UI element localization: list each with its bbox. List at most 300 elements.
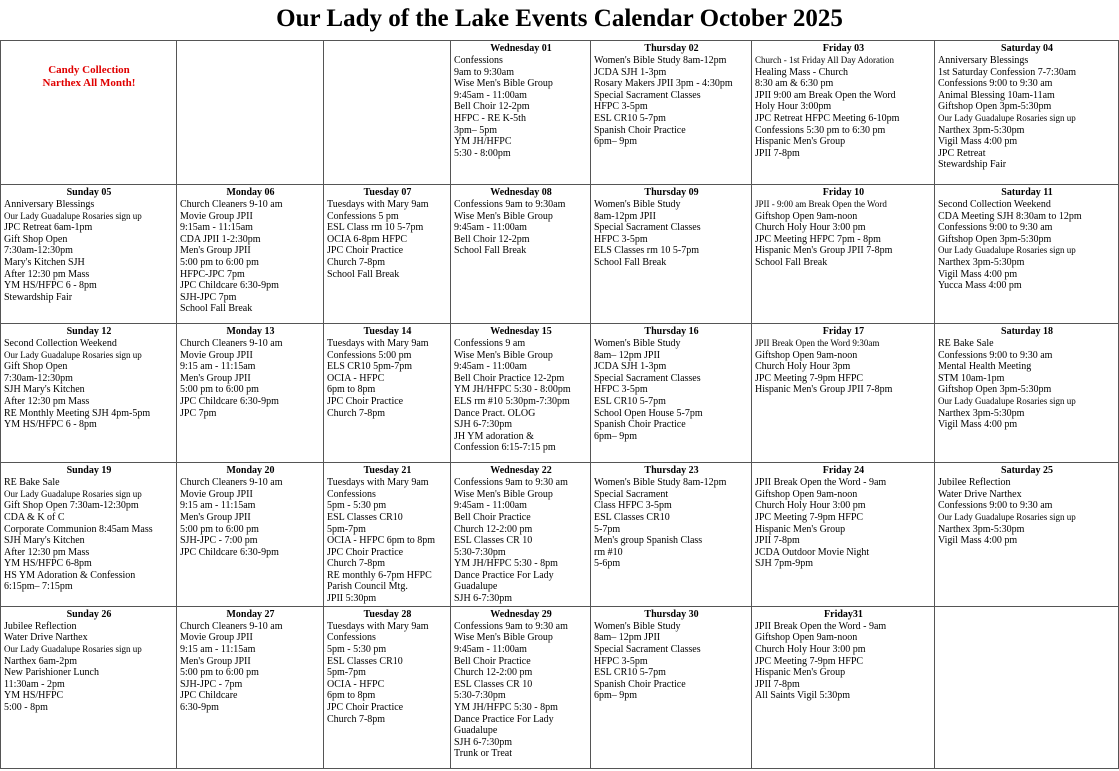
- event-line: Dance Practice For Lady: [454, 569, 554, 581]
- event-line: Wise Men's Bible Group: [454, 632, 553, 644]
- calendar-day-cell: [591, 324, 752, 463]
- calendar-grid: [0, 40, 1119, 769]
- event-line: JPII - 9:00 am Break Open the Word: [755, 199, 887, 210]
- event-line: OCIA - HFPC: [327, 372, 385, 384]
- event-line: Our Lady Guadalupe Rosaries sign up: [4, 643, 142, 654]
- event-line: Church 12-2:00 pm: [454, 523, 533, 535]
- event-line: Anniversary Blessings: [938, 55, 1029, 66]
- event-line: JPC Choir Practice: [327, 245, 404, 257]
- event-line: Dance Practice For Lady: [454, 713, 554, 725]
- calendar-day-cell: [752, 324, 935, 463]
- day-header: Wednesday 22: [490, 465, 552, 477]
- event-line: Wise Men's Bible Group: [454, 78, 553, 90]
- event-line: SJH 7pm-9pm: [755, 558, 814, 570]
- day-header: Saturday 25: [1001, 465, 1053, 477]
- event-line: OCIA - HFPC 6pm to 8pm: [327, 535, 436, 547]
- calendar-day-cell: [752, 185, 935, 324]
- event-line: Second Collection Weekend: [938, 199, 1051, 211]
- event-line: Men's group Spanish Class: [594, 535, 703, 547]
- event-line: Our Lady Guadalupe Rosaries sign up: [4, 349, 142, 360]
- event-line: After 12:30 pm Mass: [4, 268, 90, 280]
- event-line: Jubilee Reflection: [938, 477, 1011, 489]
- event-line: School Fall Break: [180, 303, 253, 315]
- event-line: Special Sacrament Classes: [594, 89, 701, 101]
- event-line: Hispanic Men's Group: [755, 523, 846, 535]
- event-line: Our Lady Guadalupe Rosaries sign up: [938, 511, 1076, 522]
- event-line: Women's Bible Study: [594, 338, 681, 350]
- day-header: Saturday 18: [1001, 326, 1053, 338]
- event-line: 5:00 pm to 6:00 pm: [180, 384, 259, 396]
- event-line: JPC Retreat 6am-1pm: [4, 222, 93, 234]
- event-line: Church 7-8pm: [327, 558, 386, 570]
- event-line: Corporate Communion 8:45am Mass: [4, 523, 153, 535]
- event-line: After 12:30 pm Mass: [4, 396, 90, 408]
- calendar-day-cell: [752, 463, 935, 607]
- event-line: Giftshop Open 3pm-5:30pm: [938, 101, 1052, 113]
- day-header: Friday 24: [822, 465, 865, 477]
- event-line: Animal Blessing 10am-11am: [938, 89, 1055, 101]
- event-line: OCIA - HFPC: [327, 678, 385, 690]
- calendar-day-cell: [752, 41, 935, 185]
- event-line: ELS CR10 5pm-7pm: [327, 361, 413, 373]
- event-line: 7:30am-12:30pm: [4, 372, 73, 384]
- event-line: Narthex 3pm-5:30pm: [938, 257, 1025, 269]
- event-line: Men's Group JPII: [180, 372, 251, 384]
- event-line: Tuesdays with Mary 9am: [327, 338, 429, 350]
- event-line: Narthex 6am-2pm: [4, 655, 78, 667]
- event-line: HFPC - RE K-5th: [454, 112, 526, 124]
- event-line: ELS rm #10 5:30pm-7:30pm: [454, 396, 570, 408]
- event-line: JPC Childcare 6:30-9pm: [180, 280, 279, 292]
- event-line: Gift Shop Open: [4, 361, 68, 373]
- event-line: SJH-JPC - 7:00 pm: [180, 535, 258, 547]
- event-line: CDA Meeting SJH 8:30am to 12pm: [938, 210, 1082, 222]
- event-line: Bell Choir Practice 12-2pm: [454, 372, 565, 384]
- event-line: JPC Meeting 7-9pm HFPC: [755, 372, 864, 384]
- day-header: Saturday 04: [1001, 43, 1053, 54]
- day-header: Wednesday 15: [490, 326, 552, 338]
- calendar-week-row: [1, 41, 1119, 185]
- day-header: Tuesday 21: [363, 465, 412, 477]
- day-header: Tuesday 14: [363, 326, 412, 338]
- event-line: Tuesdays with Mary 9am: [327, 199, 429, 211]
- day-header: Sunday 12: [66, 326, 112, 338]
- empty-day-cell: [935, 606, 1119, 768]
- event-line: Movie Group JPII: [180, 632, 253, 644]
- calendar-day-cell: [451, 606, 591, 768]
- calendar-day-cell: [1, 185, 177, 324]
- event-line: Water Drive Narthex: [4, 632, 88, 644]
- event-line: School Fall Break: [454, 245, 527, 257]
- event-line: School Open House 5-7pm: [594, 407, 703, 419]
- calendar-day-cell: [591, 463, 752, 607]
- event-line: Women's Bible Study: [594, 620, 681, 632]
- event-line: Confessions: [454, 55, 503, 66]
- event-line: Confessions 9:00 to 9:30 am: [938, 222, 1053, 234]
- calendar-day-cell: [935, 185, 1119, 324]
- event-line: SJH 6-7:30pm: [454, 593, 513, 605]
- event-line: YM HS/HFPC 6 - 8pm: [4, 280, 97, 292]
- event-line: Spanish Choir Practice: [594, 419, 686, 431]
- event-line: ESL CR10 5-7pm: [594, 112, 666, 124]
- calendar-day-cell: [451, 324, 591, 463]
- event-line: Bell Choir Practice: [454, 655, 531, 667]
- candy-collection-notice: [4, 64, 174, 90]
- event-line: Church Holy Hour 3:00 pm: [755, 222, 866, 234]
- event-line: Anniversary Blessings: [4, 199, 95, 211]
- event-line: 8am– 12pm JPII: [594, 632, 661, 644]
- event-line: All Saints Vigil 5:30pm: [755, 690, 851, 702]
- event-line: 5pm - 5:30 pm: [327, 500, 387, 512]
- event-line: 9:45am - 11:00am: [454, 89, 527, 101]
- event-line: 6pm– 9pm: [594, 430, 638, 442]
- event-line: SJH Mary's Kitchen: [4, 384, 85, 396]
- empty-day-cell: [324, 41, 451, 185]
- event-line: 9:15am - 11:15am: [180, 222, 253, 234]
- calendar-week-row: [1, 606, 1119, 768]
- event-line: Mental Health Meeting: [938, 361, 1032, 373]
- event-line: Giftshop Open 9am-noon: [755, 632, 858, 644]
- event-line: ESL Classes CR10: [594, 511, 670, 523]
- event-line: Mary's Kitchen SJH: [4, 257, 85, 269]
- event-line: Women's Bible Study 8am-12pm: [594, 477, 727, 489]
- event-line: JPC Retreat: [938, 147, 986, 159]
- event-line: 5pm-7pm: [327, 667, 366, 679]
- event-line: HFPC 3-5pm: [594, 655, 648, 667]
- event-line: Confessions 9:00 to 9:30 am: [938, 349, 1053, 361]
- event-line: JCDA SJH 1-3pm: [594, 66, 667, 78]
- event-line: Special Sacrament Classes: [594, 222, 701, 234]
- event-line: Giftshop Open 9am-noon: [755, 488, 858, 500]
- event-line: ESL Classes CR 10: [454, 678, 533, 690]
- event-line: JPC Childcare: [180, 690, 238, 702]
- event-line: 6:15pm– 7:15pm: [4, 581, 73, 593]
- event-line: Bell Choir Practice: [454, 511, 531, 523]
- day-header: Sunday 05: [66, 187, 112, 199]
- event-line: 9:45am - 11:00am: [454, 222, 527, 234]
- event-line: Gift Shop Open 7:30am-12:30pm: [4, 500, 139, 512]
- event-line: 5-7pm: [594, 523, 621, 535]
- event-line: HFPC 3-5pm: [594, 233, 648, 245]
- event-line: 8:30 am & 6:30 pm: [755, 78, 834, 90]
- event-line: Confessions 9 am: [454, 338, 526, 350]
- event-line: Spanish Choir Practice: [594, 124, 686, 136]
- event-line: Confessions 9:00 to 9:30 am: [938, 500, 1053, 512]
- event-line: ESL Classes CR10: [327, 655, 403, 667]
- calendar-day-cell: [1, 324, 177, 463]
- event-line: After 12:30 pm Mass: [4, 546, 90, 558]
- event-line: Our Lady Guadalupe Rosaries sign up: [938, 396, 1076, 407]
- event-line: Church Cleaners 9-10 am: [180, 199, 283, 211]
- event-line: 5pm - 5:30 pm: [327, 643, 387, 655]
- event-line: 5-6pm: [594, 558, 621, 570]
- event-line: Vigil Mass 4:00 pm: [938, 136, 1018, 148]
- event-line: 11:30am - 2pm: [4, 678, 65, 690]
- event-line: JPC Meeting 7-9pm HFPC: [755, 655, 864, 667]
- event-line: Dance Pract. OLOG: [454, 407, 536, 419]
- event-line: Jubilee Reflection: [4, 620, 77, 632]
- event-line: Special Sacrament Classes: [594, 643, 701, 655]
- event-line: Wise Men's Bible Group: [454, 488, 553, 500]
- calendar-week-row: [1, 463, 1119, 607]
- calendar-week-row: [1, 185, 1119, 324]
- event-line: SJH 6-7:30pm: [454, 736, 513, 748]
- event-line: Rosary Makers JPII 3pm - 4:30pm: [594, 78, 733, 90]
- event-line: YM HS/HFPC 6-8pm: [4, 558, 92, 570]
- event-line: JCDA SJH 1-3pm: [594, 361, 667, 373]
- day-header: Saturday 11: [1001, 187, 1053, 199]
- event-line: ESL CR10 5-7pm: [594, 667, 666, 679]
- event-line: JPII 7-8pm: [755, 678, 800, 690]
- event-line: YM HS/HFPC: [4, 690, 64, 702]
- day-header: Friday 03: [822, 43, 865, 54]
- event-line: Confessions 5:30 pm to 6:30 pm: [755, 124, 886, 136]
- event-line: HS YM Adoration & Confession: [4, 569, 136, 581]
- event-line: 5:30 - 8:00pm: [454, 147, 511, 159]
- event-line: JPII 5:30pm: [327, 593, 377, 605]
- event-line: Church - 1st Friday All Day Adoration: [755, 55, 894, 65]
- event-line: Church Cleaners 9-10 am: [180, 477, 283, 489]
- day-header: Thursday 16: [644, 326, 699, 338]
- event-line: Confessions 9am to 9:30 am: [454, 477, 568, 489]
- event-line: Spanish Choir Practice: [594, 678, 686, 690]
- event-line: Confessions 9:00 to 9:30 am: [938, 78, 1053, 90]
- event-line: JPC 7pm: [180, 407, 217, 419]
- event-line: 5:00 - 8pm: [4, 701, 48, 713]
- event-line: rm #10: [594, 546, 623, 558]
- event-line: STM 10am-1pm: [938, 372, 1005, 384]
- candy-notice-line1: Candy Collection: [48, 64, 130, 76]
- event-line: Church Cleaners 9-10 am: [180, 338, 283, 350]
- empty-day-cell: [1, 41, 177, 185]
- event-line: Confessions: [327, 632, 376, 644]
- event-line: 6pm to 8pm: [327, 690, 376, 702]
- event-line: 8am-12pm JPII: [594, 210, 656, 222]
- event-line: ESL Classes CR10: [327, 511, 403, 523]
- calendar-day-cell: [324, 324, 451, 463]
- event-line: CDA & K of C: [4, 511, 65, 523]
- event-line: JPII Break Open the Word 9:30am: [755, 338, 880, 349]
- event-line: Bell Choir 12-2pm: [454, 101, 530, 113]
- event-line: YM JH/HFPC: [454, 136, 512, 148]
- event-line: 5:00 pm to 6:00 pm: [180, 667, 259, 679]
- event-line: Hispanic Men's Group: [755, 667, 846, 679]
- event-line: 9:45am - 11:00am: [454, 500, 527, 512]
- event-line: JPC Meeting 7-9pm HFPC: [755, 511, 864, 523]
- event-line: Confessions 5:00 pm: [327, 349, 412, 361]
- event-line: Giftshop Open 9am-noon: [755, 349, 858, 361]
- event-line: Confession 6:15-7:15 pm: [454, 442, 556, 454]
- event-line: ELS Classes rm 10 5-7pm: [594, 245, 699, 257]
- event-line: Narthex 3pm-5:30pm: [938, 124, 1025, 136]
- day-header: Wednesday 01: [490, 43, 552, 54]
- event-line: Vigil Mass 4:00 pm: [938, 535, 1018, 547]
- calendar-day-cell: [591, 606, 752, 768]
- event-line: Women's Bible Study: [594, 199, 681, 211]
- event-line: CDA JPII 1-2:30pm: [180, 233, 261, 245]
- event-line: Movie Group JPII: [180, 210, 253, 222]
- calendar-day-cell: [935, 463, 1119, 607]
- event-line: Vigil Mass 4:00 pm: [938, 419, 1018, 431]
- event-line: JPC Choir Practice: [327, 701, 404, 713]
- event-line: Church Holy Hour 3pm: [755, 361, 851, 373]
- event-line: 9:15 am - 11:15am: [180, 500, 256, 512]
- event-line: Our Lady Guadalupe Rosaries sign up: [938, 112, 1076, 123]
- event-line: Hispanic Men's Group JPII 7-8pm: [755, 384, 893, 396]
- event-line: Giftshop Open 3pm-5:30pm: [938, 384, 1052, 396]
- event-line: 5:30-7:30pm: [454, 546, 506, 558]
- calendar-day-cell: [177, 463, 324, 607]
- event-line: Narthex 3pm-5:30pm: [938, 523, 1025, 535]
- event-line: Church 7-8pm: [327, 407, 386, 419]
- event-line: OCIA 6-8pm HFPC: [327, 233, 408, 245]
- event-line: Narthex 3pm-5:30pm: [938, 407, 1025, 419]
- event-line: 6pm to 8pm: [327, 384, 376, 396]
- event-line: Tuesdays with Mary 9am: [327, 620, 429, 632]
- event-line: Church 7-8pm: [327, 257, 386, 269]
- event-line: SJH-JPC 7pm: [180, 291, 237, 303]
- event-line: RE Monthly Meeting SJH 4pm-5pm: [4, 407, 151, 419]
- calendar-day-cell: [451, 185, 591, 324]
- event-line: Our Lady Guadalupe Rosaries sign up: [938, 245, 1076, 256]
- event-line: Stewardship Fair: [4, 291, 73, 303]
- event-line: ESL Classes CR 10: [454, 535, 533, 547]
- event-line: HFPC-JPC 7pm: [180, 268, 245, 280]
- day-header: Friday 10: [822, 187, 865, 199]
- calendar-day-cell: [591, 185, 752, 324]
- event-line: Holy Hour 3:00pm: [755, 101, 832, 113]
- calendar-day-cell: [324, 185, 451, 324]
- event-line: 9:15 am - 11:15am: [180, 361, 256, 373]
- day-header: Monday 06: [226, 187, 275, 199]
- event-line: SJH-JPC - 7pm: [180, 678, 243, 690]
- candy-notice-line2: Narthex All Month!: [42, 77, 136, 89]
- calendar-day-cell: [451, 463, 591, 607]
- calendar-day-cell: [324, 606, 451, 768]
- event-line: Movie Group JPII: [180, 349, 253, 361]
- event-line: Vigil Mass 4:00 pm: [938, 268, 1018, 280]
- calendar-day-cell: [451, 41, 591, 185]
- event-line: HFPC 3-5pm: [594, 384, 648, 396]
- event-line: Church 12-2:00 pm: [454, 667, 533, 679]
- event-line: 5:30-7:30pm: [454, 690, 506, 702]
- event-line: RE Bake Sale: [4, 477, 60, 489]
- event-line: 5:00 pm to 6:00 pm: [180, 523, 259, 535]
- calendar-day-cell: [591, 41, 752, 185]
- event-line: Tuesdays with Mary 9am: [327, 477, 429, 489]
- calendar-day-cell: [752, 606, 935, 768]
- event-line: Water Drive Narthex: [938, 488, 1022, 500]
- event-line: Confessions 9am to 9:30 am: [454, 620, 568, 632]
- event-line: 9am to 9:30am: [454, 66, 514, 78]
- event-line: JPII 7-8pm: [755, 147, 800, 159]
- event-line: Parish Council Mtg.: [327, 581, 408, 593]
- calendar-day-cell: [935, 324, 1119, 463]
- event-line: Bell Choir 12-2pm: [454, 233, 530, 245]
- event-line: Hispanic Men's Group: [755, 136, 846, 148]
- event-line: JPC Childcare 6:30-9pm: [180, 546, 279, 558]
- event-line: School Fall Break: [327, 268, 400, 280]
- day-header: Wednesday 08: [490, 187, 552, 199]
- event-line: Guadalupe: [454, 725, 498, 737]
- event-line: Stewardship Fair: [938, 159, 1007, 171]
- event-line: SJH 6-7:30pm: [454, 419, 513, 431]
- event-line: JPC Choir Practice: [327, 396, 404, 408]
- event-line: Confessions 5 pm: [327, 210, 399, 222]
- day-header: Monday 20: [226, 465, 275, 477]
- event-line: 6pm– 9pm: [594, 690, 638, 702]
- calendar-day-cell: [177, 185, 324, 324]
- event-line: YM JH/HFPC 5:30 - 8pm: [454, 701, 558, 713]
- event-line: Church Holy Hour 3:00 pm: [755, 643, 866, 655]
- event-line: Movie Group JPII: [180, 488, 253, 500]
- event-line: Special Sacrament Classes: [594, 372, 701, 384]
- event-line: 9:15 am - 11:15am: [180, 643, 256, 655]
- day-header: Sunday 19: [66, 465, 112, 477]
- event-line: Giftshop Open 3pm-5:30pm: [938, 233, 1052, 245]
- calendar-day-cell: [324, 463, 451, 607]
- day-header: Tuesday 28: [363, 608, 412, 620]
- event-line: YM JH/HFPC 5:30 - 8pm: [454, 558, 558, 570]
- event-line: Confessions: [327, 488, 376, 500]
- day-header: Friday31: [824, 608, 863, 620]
- event-line: 3pm– 5pm: [454, 124, 498, 136]
- event-line: YM HS/HFPC 6 - 8pm: [4, 419, 97, 431]
- day-header: Tuesday 07: [363, 187, 412, 199]
- day-header: Thursday 02: [644, 43, 699, 54]
- event-line: RE monthly 6-7pm HFPC: [327, 569, 432, 581]
- event-line: Wise Men's Bible Group: [454, 349, 553, 361]
- event-line: School Fall Break: [755, 257, 828, 269]
- event-line: ESL CR10 5-7pm: [594, 396, 666, 408]
- event-line: JPII Break Open the Word - 9am: [755, 477, 887, 489]
- event-line: 5:00 pm to 6:00 pm: [180, 257, 259, 269]
- event-line: Confessions 9am to 9:30am: [454, 199, 566, 211]
- day-header: Wednesday 29: [490, 608, 552, 620]
- event-line: Class HFPC 3-5pm: [594, 500, 672, 512]
- calendar-day-cell: [935, 41, 1119, 185]
- event-line: Special Sacrament: [594, 488, 669, 500]
- day-header: Sunday 26: [66, 608, 112, 620]
- event-line: JPII 9:00 am Break Open the Word: [755, 89, 896, 101]
- event-line: JPII Break Open the Word - 9am: [755, 620, 887, 632]
- event-line: Healing Mass - Church: [755, 66, 849, 78]
- event-line: Church Cleaners 9-10 am: [180, 620, 283, 632]
- day-header: Thursday 23: [644, 465, 699, 477]
- event-line: Gift Shop Open: [4, 233, 68, 245]
- event-line: Men's Group JPII: [180, 511, 251, 523]
- event-line: JPC Choir Practice: [327, 546, 404, 558]
- day-header: Monday 27: [226, 608, 275, 620]
- calendar-day-cell: [1, 606, 177, 768]
- event-line: Second Collection Weekend: [4, 338, 117, 350]
- calendar-day-cell: [177, 606, 324, 768]
- event-line: Yucca Mass 4:00 pm: [938, 280, 1022, 292]
- event-line: RE Bake Sale: [938, 338, 994, 350]
- event-line: 9:45am - 11:00am: [454, 361, 527, 373]
- day-header: Thursday 09: [644, 187, 699, 199]
- event-line: Church Holy Hour 3:00 pm: [755, 500, 866, 512]
- event-line: ESL Class rm 10 5-7pm: [327, 222, 424, 234]
- event-line: 5pm-7pm: [327, 523, 366, 535]
- event-line: JPC Meeting HFPC 7pm - 8pm: [755, 233, 881, 245]
- day-header: Friday 17: [822, 326, 865, 338]
- calendar-day-cell: [1, 463, 177, 607]
- empty-day-cell: [177, 41, 324, 185]
- event-line: School Fall Break: [594, 257, 667, 269]
- event-line: JH YM adoration &: [454, 430, 534, 442]
- calendar-title: Our Lady of the Lake Events Calendar October 2025: [276, 5, 843, 32]
